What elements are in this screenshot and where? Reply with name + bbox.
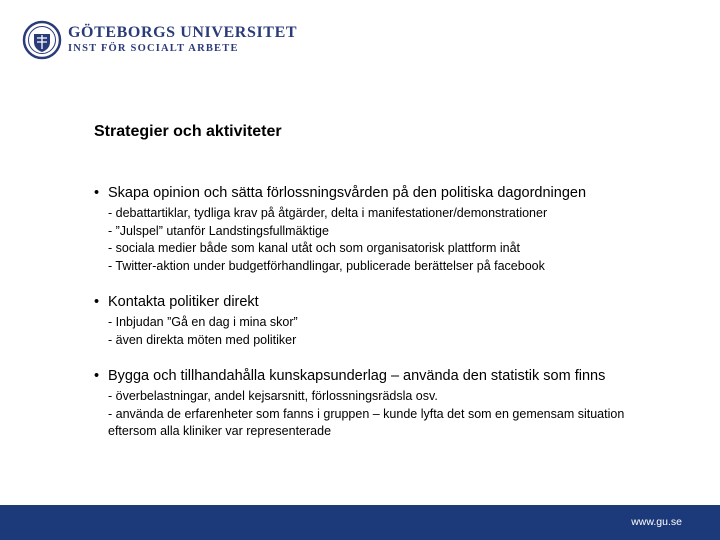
bullet-text: Bygga och tillhandahålla kunskapsunderlag – använda den statistik som finns bbox=[108, 368, 606, 384]
bullet-dot-icon: • bbox=[94, 185, 100, 201]
sub-item: - använda de erfarenheter som fanns i gruppen – kunde lyfta det som en gemensam situation eftersom alla kliniker var representerade bbox=[108, 406, 625, 438]
department-name: INST FÖR SOCIALT ARBETE bbox=[68, 43, 239, 55]
bullet-item bbox=[94, 293, 634, 311]
website-link[interactable]: www.gu.se bbox=[631, 516, 682, 528]
sub-item: - även direkta möten med politiker bbox=[108, 332, 297, 347]
sub-list bbox=[94, 205, 634, 275]
bullet-block bbox=[94, 293, 634, 349]
bullet-block bbox=[94, 184, 634, 275]
sub-item: - sociala medier både som kanal utåt och som organisatorisk plattform inåt bbox=[108, 241, 520, 255]
footer-bar bbox=[0, 505, 720, 540]
bullet-item bbox=[94, 184, 634, 202]
sub-item: - Twitter-aktion under budgetförhandlingar, publicerade berättelser på facebook bbox=[108, 258, 545, 273]
sub-item: - debattartiklar, tydliga krav på åtgärder, delta i manifestationer/demonstrationer bbox=[108, 206, 548, 220]
slide-content bbox=[94, 184, 634, 459]
slide-title: Strategier och aktiviteter bbox=[94, 123, 282, 140]
bullet-dot-icon: • bbox=[94, 368, 100, 384]
sub-item: - Inbjudan ”Gå en dag i mina skor” bbox=[108, 315, 298, 329]
university-seal-logo bbox=[22, 20, 62, 60]
bullet-item bbox=[94, 367, 634, 385]
org-name: GÖTEBORGS UNIVERSITET bbox=[68, 24, 298, 42]
sub-item: - ”Julspel” utanför Landstingsfullmäktige bbox=[108, 223, 329, 238]
sub-list bbox=[94, 388, 634, 441]
bullet-text: Skapa opinion och sätta förlossningsvården på den politiska dagordningen bbox=[108, 185, 587, 201]
bullet-text: Kontakta politiker direkt bbox=[108, 294, 259, 310]
sub-item: - överbelastningar, andel kejsarsnitt, förlossningsrädsla osv. bbox=[108, 389, 438, 403]
sub-list bbox=[94, 314, 634, 349]
bullet-block bbox=[94, 367, 634, 441]
header bbox=[22, 18, 297, 62]
bullet-dot-icon: • bbox=[94, 294, 100, 310]
